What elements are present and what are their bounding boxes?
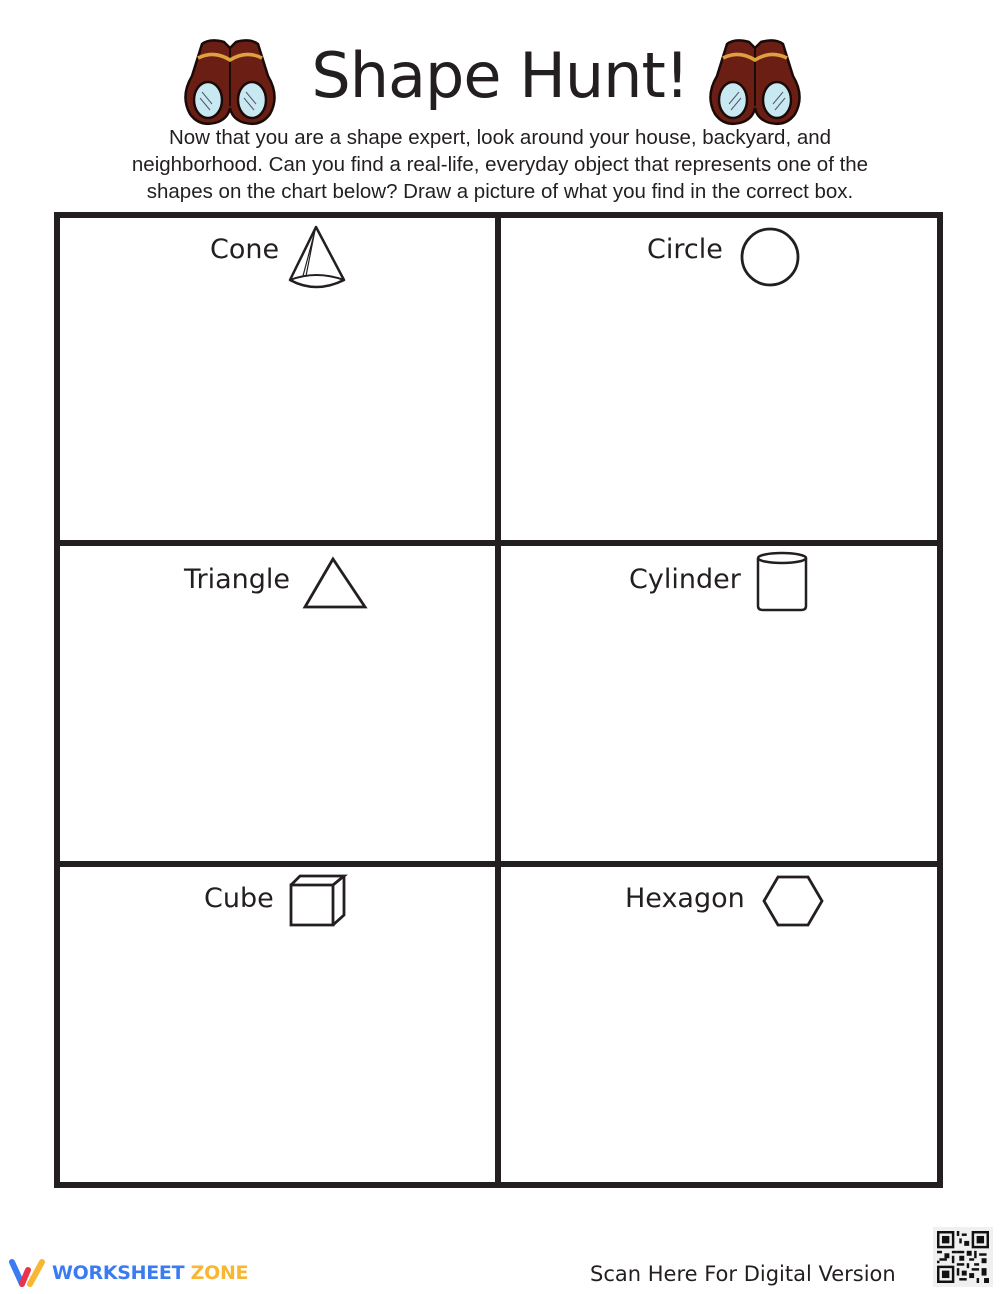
drawing-box-cone[interactable]	[60, 218, 495, 540]
scan-prompt: Scan Here For Digital Version	[590, 1262, 896, 1286]
shape-label: Triangle	[184, 564, 291, 595]
header	[0, 28, 1000, 123]
instructions	[60, 124, 940, 205]
triangle-icon	[302, 556, 368, 610]
worksheet-zone-logo-icon	[8, 1258, 50, 1288]
page-title: Shape Hunt!	[311, 39, 689, 112]
shape-label: Circle	[647, 234, 723, 265]
drawing-box-cylinder[interactable]	[501, 546, 943, 861]
shape-label: Hexagon	[625, 883, 745, 914]
shape-label: Cone	[210, 234, 280, 265]
drawing-box-hexagon[interactable]	[501, 867, 943, 1182]
drawing-box-cube[interactable]	[60, 867, 495, 1182]
cone-icon	[286, 224, 348, 292]
drawing-box-triangle[interactable]	[60, 546, 495, 861]
drawing-box-circle[interactable]	[501, 218, 943, 540]
qr-code-icon[interactable]	[933, 1227, 993, 1287]
circle-icon	[739, 226, 801, 288]
shape-grid	[54, 212, 943, 1188]
cylinder-icon	[755, 550, 809, 614]
brand-logo-text: WORKSHEET ZONE	[52, 1262, 249, 1284]
instruction-line: Now that you are a shape expert, look around your house, backyard, and	[168, 126, 832, 149]
hexagon-icon	[761, 873, 825, 929]
instruction-line: neighborhood. Can you find a real-life, everyday object that represents one of the	[131, 153, 869, 176]
cube-icon	[288, 873, 348, 929]
shape-label: Cylinder	[629, 564, 741, 595]
shape-label: Cube	[204, 883, 274, 914]
binoculars-icon	[705, 36, 805, 126]
instruction-line: shapes on the chart below? Draw a picture of what you find in the correct box.	[146, 180, 854, 203]
